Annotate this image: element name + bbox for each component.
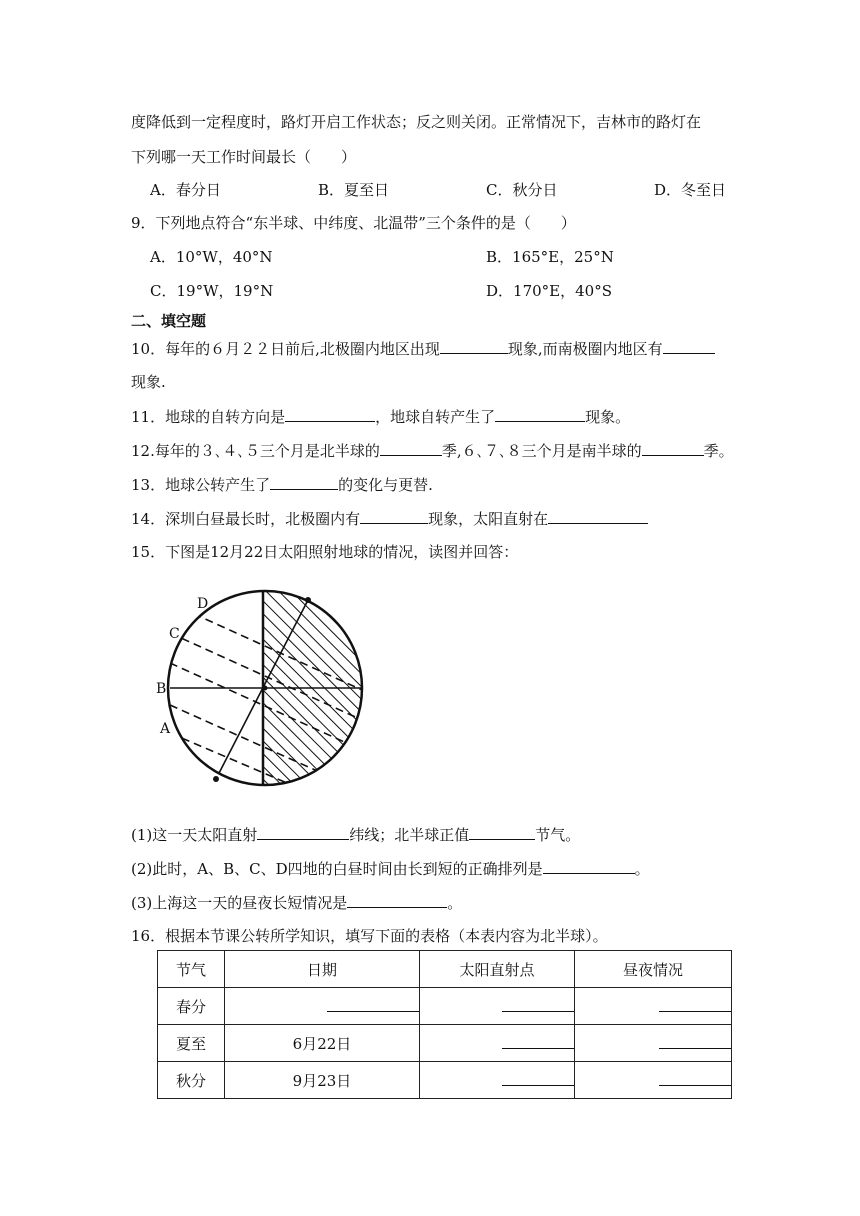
subsolar-blank[interactable] [502, 997, 574, 1012]
q8-option-c: C．秋分日 [486, 181, 558, 199]
q13-line [131, 474, 433, 495]
q10-line1 [131, 338, 715, 359]
q11-text-c: 现象。 [585, 408, 631, 426]
row-term: 秋分 [158, 1062, 225, 1099]
header-date: 日期 [225, 951, 420, 988]
row-daynight-cell[interactable] [575, 988, 732, 1025]
q12-text-a: 12.每年的３､４､５三个月是北半球的 [131, 442, 380, 460]
q15-sub3-text-a: (3)上海这一天的昼夜长短情况是 [131, 894, 348, 912]
q15-sub1-text-b: 纬线；北半球正值 [349, 826, 470, 844]
header-subsolar: 太阳直射点 [420, 951, 575, 988]
q12-blank-1[interactable] [380, 440, 442, 456]
q9-stem: 9．下列地点符合“东半球、中纬度、北温带”三个条件的是（ ） [131, 214, 576, 232]
q12-text-b: 季,６､７､８三个月是南半球的 [441, 442, 642, 460]
subsolar-blank[interactable] [502, 1071, 574, 1086]
row-daynight-cell[interactable] [575, 1062, 732, 1099]
earth-center-dot [263, 686, 268, 691]
label-c: C [169, 626, 180, 642]
q13-blank-1[interactable] [270, 474, 338, 490]
q9-option-d: D．170°E，40°S [486, 282, 612, 300]
row-date-cell[interactable] [225, 988, 420, 1025]
q8-line2: 下列哪一天工作时间最长（ ） [131, 148, 357, 166]
date-blank[interactable] [327, 997, 419, 1012]
q13-text-a: 13．地球公转产生了 [131, 476, 271, 494]
q15-sub1-text-a: (1)这一天太阳直射 [131, 826, 258, 844]
q11-blank-1[interactable] [285, 406, 375, 422]
q8-option-b: B．夏至日 [318, 181, 390, 199]
table-row [158, 1025, 732, 1062]
q11-text-b: ，地球自转产生了 [375, 408, 496, 426]
night-side-shading [263, 585, 373, 795]
q11-text-a: 11．地球的自转方向是 [131, 408, 286, 426]
q15-sub1 [131, 824, 580, 845]
q15-sub3-blank[interactable] [347, 892, 447, 908]
seasons-table [157, 950, 732, 1099]
q12-text-c: 季。 [703, 442, 734, 460]
q8-line1: 度降低到一定程度时，路灯开启工作状态；反之则关闭。正常情况下，吉林市的路灯在 [131, 113, 702, 131]
q15-sub1-blank-1[interactable] [257, 824, 349, 840]
q14-blank-2[interactable] [548, 508, 648, 524]
q9-option-b: B．165°E，25°N [486, 248, 614, 266]
q15-sub2-text-a: (2)此时，A、B、C、D四地的白昼时间由长到短的正确排列是 [131, 860, 543, 878]
q15-stem: 15．下图是12月22日太阳照射地球的情况，读图并回答： [131, 543, 519, 561]
daynight-blank[interactable] [659, 1034, 731, 1049]
subsolar-blank[interactable] [502, 1034, 574, 1049]
q9-option-a: A．10°W，40°N [150, 248, 273, 266]
row-subsolar-cell[interactable] [420, 1062, 575, 1099]
daynight-blank[interactable] [659, 1071, 731, 1086]
earth-illumination-diagram [150, 565, 380, 795]
q10-blank-1[interactable] [440, 338, 508, 354]
q15-sub3-text-b: 。 [447, 894, 463, 912]
q15-sub1-blank-2[interactable] [469, 824, 535, 840]
q11-blank-2[interactable] [495, 406, 585, 422]
north-pole-dot [305, 597, 311, 603]
south-pole-dot [213, 776, 219, 782]
row-term: 夏至 [158, 1025, 225, 1062]
header-term: 节气 [158, 951, 225, 988]
daynight-blank[interactable] [659, 997, 731, 1012]
q10-text-a: 10．每年的６月２２日前后,北极圈内地区出现 [131, 340, 440, 358]
table-header-row [158, 951, 732, 988]
q10-text-b: 现象,而南极圈内地区有 [507, 340, 663, 358]
row-term: 春分 [158, 988, 225, 1025]
row-daynight-cell[interactable] [575, 1025, 732, 1062]
row-subsolar-cell[interactable] [420, 1025, 575, 1062]
q8-option-a: A．春分日 [150, 181, 221, 199]
q16-stem: 16．根据本节课公转所学知识，填写下面的表格（本表内容为北半球）。 [131, 927, 608, 945]
q9-option-c: C．19°W，19°N [150, 282, 274, 300]
label-b: B [156, 681, 167, 697]
q14-text-b: 现象，太阳直射在 [428, 510, 549, 528]
q15-sub2-text-b: 。 [634, 860, 650, 878]
label-a: A [160, 721, 171, 737]
q14-blank-1[interactable] [360, 508, 428, 524]
q8-option-d: D．冬至日 [654, 181, 727, 199]
row-subsolar-cell[interactable] [420, 988, 575, 1025]
q14-text-a: 14．深圳白昼最长时，北极圈内有 [131, 510, 361, 528]
q13-text-b: 的变化与更替. [338, 476, 433, 494]
q12-blank-2[interactable] [642, 440, 704, 456]
q14-line [131, 508, 648, 529]
table-row [158, 1062, 732, 1099]
q15-sub1-text-c: 节气。 [535, 826, 581, 844]
label-d: D [197, 596, 209, 612]
q12-line [131, 440, 734, 461]
header-daynight: 昼夜情况 [575, 951, 732, 988]
q15-sub3 [131, 892, 462, 913]
q10-line2: 现象. [131, 373, 166, 391]
q11-line [131, 406, 630, 427]
q15-sub2 [131, 858, 650, 879]
q15-sub2-blank[interactable] [543, 858, 635, 874]
row-date: 6月22日 [225, 1025, 420, 1062]
table-row [158, 988, 732, 1025]
section-title: 二、填空题 [131, 312, 207, 330]
row-date: 9月23日 [225, 1062, 420, 1099]
q10-blank-2[interactable] [663, 338, 715, 354]
